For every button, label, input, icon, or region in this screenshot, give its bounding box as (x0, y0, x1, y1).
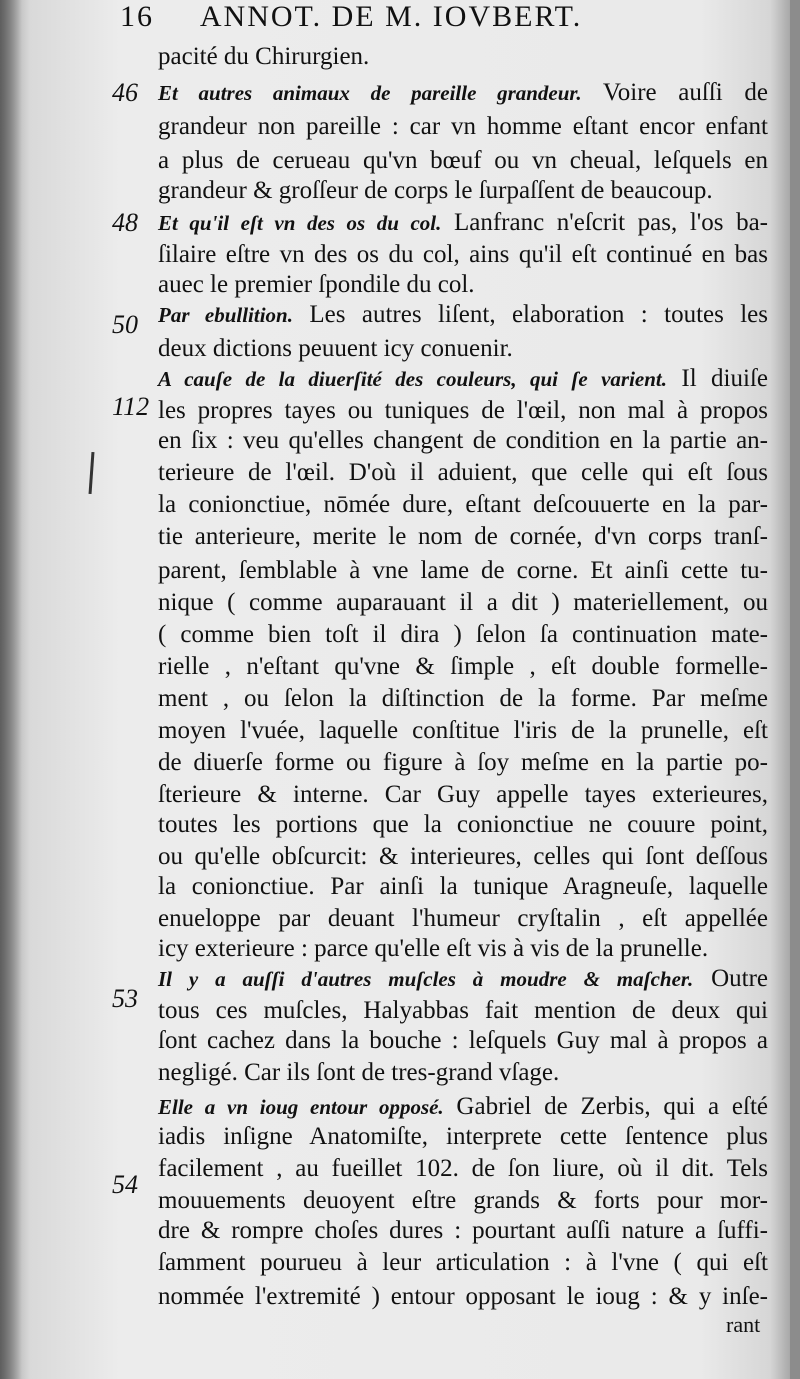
line-text: tous ces muſcles, Halyabbas fait mention de deux qui (158, 997, 768, 1024)
line-text: les propres tayes ou tuniques de l'œil, non mal à propos (158, 397, 768, 424)
text-line (158, 334, 768, 364)
text-line (158, 652, 768, 682)
line-text: moyen l'vuée, laquelle conſtitue l'iris de la prunelle, eſt (158, 717, 768, 744)
line-text: ſilaire eſtre vn des os du col, ains qu'il eſt continué en bas (158, 241, 768, 268)
line-text: parent, ſemblable à vne lame de corne. Et ainſi cette tu- (158, 557, 768, 584)
margin-number: 112 (112, 392, 150, 421)
margin-number: 50 (112, 310, 138, 339)
line-text: facilement , au fueillet 102. de ſon liure, où il dit. Tels (158, 1155, 768, 1182)
text-line (158, 904, 768, 934)
line-text: pacité du Chirurgien. (158, 43, 370, 70)
text-line (158, 240, 768, 270)
line-text: en ſix : veu qu'elles changent de condition en la partie an- (158, 427, 768, 454)
text-line (158, 208, 768, 238)
line-text: dre & rompre choſes dures : pourtant auſſi nature a ſuffi- (158, 1217, 768, 1244)
line-text: grandeur & groſſeur de corps le ſurpaſſent de beaucoup. (158, 177, 713, 204)
text-line (158, 1282, 768, 1312)
text-line (158, 146, 768, 176)
line-text: ou qu'elle obſcurcit: & interieures, celles qui ſont deſſous (158, 843, 768, 870)
text-line (158, 1122, 768, 1152)
line-text: ſamment pourueu à leur articulation : à l'vne ( qui eſt (158, 1249, 768, 1276)
text-line (158, 1154, 768, 1184)
margin-number: 53 (112, 984, 138, 1013)
line-text: Les autres liſent, elaboration : toutes les (293, 301, 768, 328)
running-header (120, 0, 582, 40)
text-line (158, 300, 768, 330)
line-text: la conionctiue. Par ainſi la tunique Aragneuſe, laquelle (158, 873, 768, 900)
text-line (158, 748, 768, 778)
text-line (158, 364, 768, 394)
line-text: ment , ou ſelon la diſtinction de la forme. Par meſme (158, 685, 768, 712)
line-text: enueloppe par deuant l'humeur cryſtalin , eſt appellée (158, 905, 768, 932)
text-line (158, 490, 768, 520)
line-text: Il diuiſe (667, 365, 768, 392)
text-line (158, 872, 768, 902)
page-number: 16 (120, 0, 154, 33)
margin-ink-mark (89, 452, 95, 494)
line-text: la conionctiue, nōmée dure, eſtant deſcouuerte en la par- (158, 491, 768, 518)
text-line (158, 112, 768, 142)
line-text: ſont cachez dans la bouche : leſquels Guy mal à propos a (158, 1027, 768, 1054)
text-line (158, 396, 768, 426)
margin-number: 48 (112, 208, 138, 237)
line-text: Outre (693, 965, 769, 992)
text-line (158, 426, 768, 456)
line-text: tie anterieure, merite le nom de cornée, d'vn corps tranſ- (158, 523, 768, 550)
line-text: a plus de cerueau qu'vn bœuf ou vn cheual, leſquels en (158, 147, 768, 174)
gutter-shadow (0, 0, 22, 1379)
line-text: Voire auſſi de (581, 79, 768, 106)
text-line (158, 780, 768, 810)
text-line (158, 810, 768, 840)
catchword: rant (726, 1312, 761, 1337)
text-line (158, 588, 768, 618)
text-line (158, 42, 768, 72)
line-text: terieure de l'œil. D'où il aduient, que celle qui eſt ſous (158, 459, 768, 486)
text-line (158, 684, 768, 714)
line-text: ſterieure & interne. Car Guy appelle tayes exterieures, (158, 781, 768, 808)
lemma-italic: A cauſe de la diuerſité des couleurs, qui ſe varient. (158, 367, 667, 391)
text-line (158, 1058, 768, 1088)
text-line (158, 1026, 768, 1056)
text-line (158, 842, 768, 872)
text-line (158, 1248, 768, 1278)
line-text: mouuements deuoyent eſtre grands & forts pour mor- (158, 1187, 768, 1214)
lemma-italic: Il y a auſſi d'autres muſcles à moudre & maſcher. (158, 967, 694, 991)
text-line (158, 270, 768, 300)
line-text: deux dictions peuuent icy conuenir. (158, 335, 513, 362)
text-line (158, 458, 768, 488)
line-text: Lanfranc n'eſcrit pas, l'os ba- (441, 209, 768, 236)
line-text: nique ( comme auparauant il a dit ) materiellement, ou (158, 589, 768, 616)
text-line (158, 620, 768, 650)
line-text: de diuerſe forme ou figure à ſoy meſme en la partie po- (158, 749, 768, 776)
text-line (158, 964, 768, 994)
lemma-italic: Par ebullition. (158, 303, 293, 327)
text-line (158, 78, 768, 108)
margin-number: 46 (112, 78, 138, 107)
line-text: grandeur non pareille : car vn homme eſtant encor enfant (158, 113, 768, 140)
lemma-italic: Et autres animaux de pareille grandeur. (158, 81, 582, 105)
line-text: ( comme bien toſt il dira ) ſelon ſa continuation mate- (158, 621, 768, 648)
text-line (158, 556, 768, 586)
line-text: iadis inſigne Anatomiſte, interprete cette ſentence plus (158, 1123, 768, 1150)
text-line (158, 522, 768, 552)
text-line (158, 1186, 768, 1216)
text-line (158, 934, 768, 964)
lemma-italic: Elle a vn ioug entour opposé. (158, 1095, 444, 1119)
text-line (158, 176, 768, 206)
line-text: negligé. Car ils ſont de tres-grand vſage. (158, 1059, 560, 1086)
text-line (158, 716, 768, 746)
line-text: rielle , n'eſtant qu'vne & ſimple , eſt double formelle- (158, 653, 768, 680)
text-line (158, 996, 768, 1026)
line-text: auec le premier ſpondile du col. (158, 271, 475, 298)
lemma-italic: Et qu'il eſt vn des os du col. (158, 211, 442, 235)
running-title: ANNOT. DE M. IOVBERT. (199, 0, 583, 33)
text-line (158, 1216, 768, 1246)
text-line (158, 1092, 768, 1122)
line-text: nommée l'extremité ) entour opposant le ioug : & y inſe- (158, 1283, 768, 1310)
line-text: toutes les portions que la conionctiue ne couure point, (158, 811, 768, 838)
line-text: Gabriel de Zerbis, qui a eſté (443, 1093, 768, 1120)
margin-number: 54 (112, 1170, 138, 1199)
line-text: icy exterieure : parce qu'elle eſt vis à vis de la prunelle. (158, 935, 709, 962)
